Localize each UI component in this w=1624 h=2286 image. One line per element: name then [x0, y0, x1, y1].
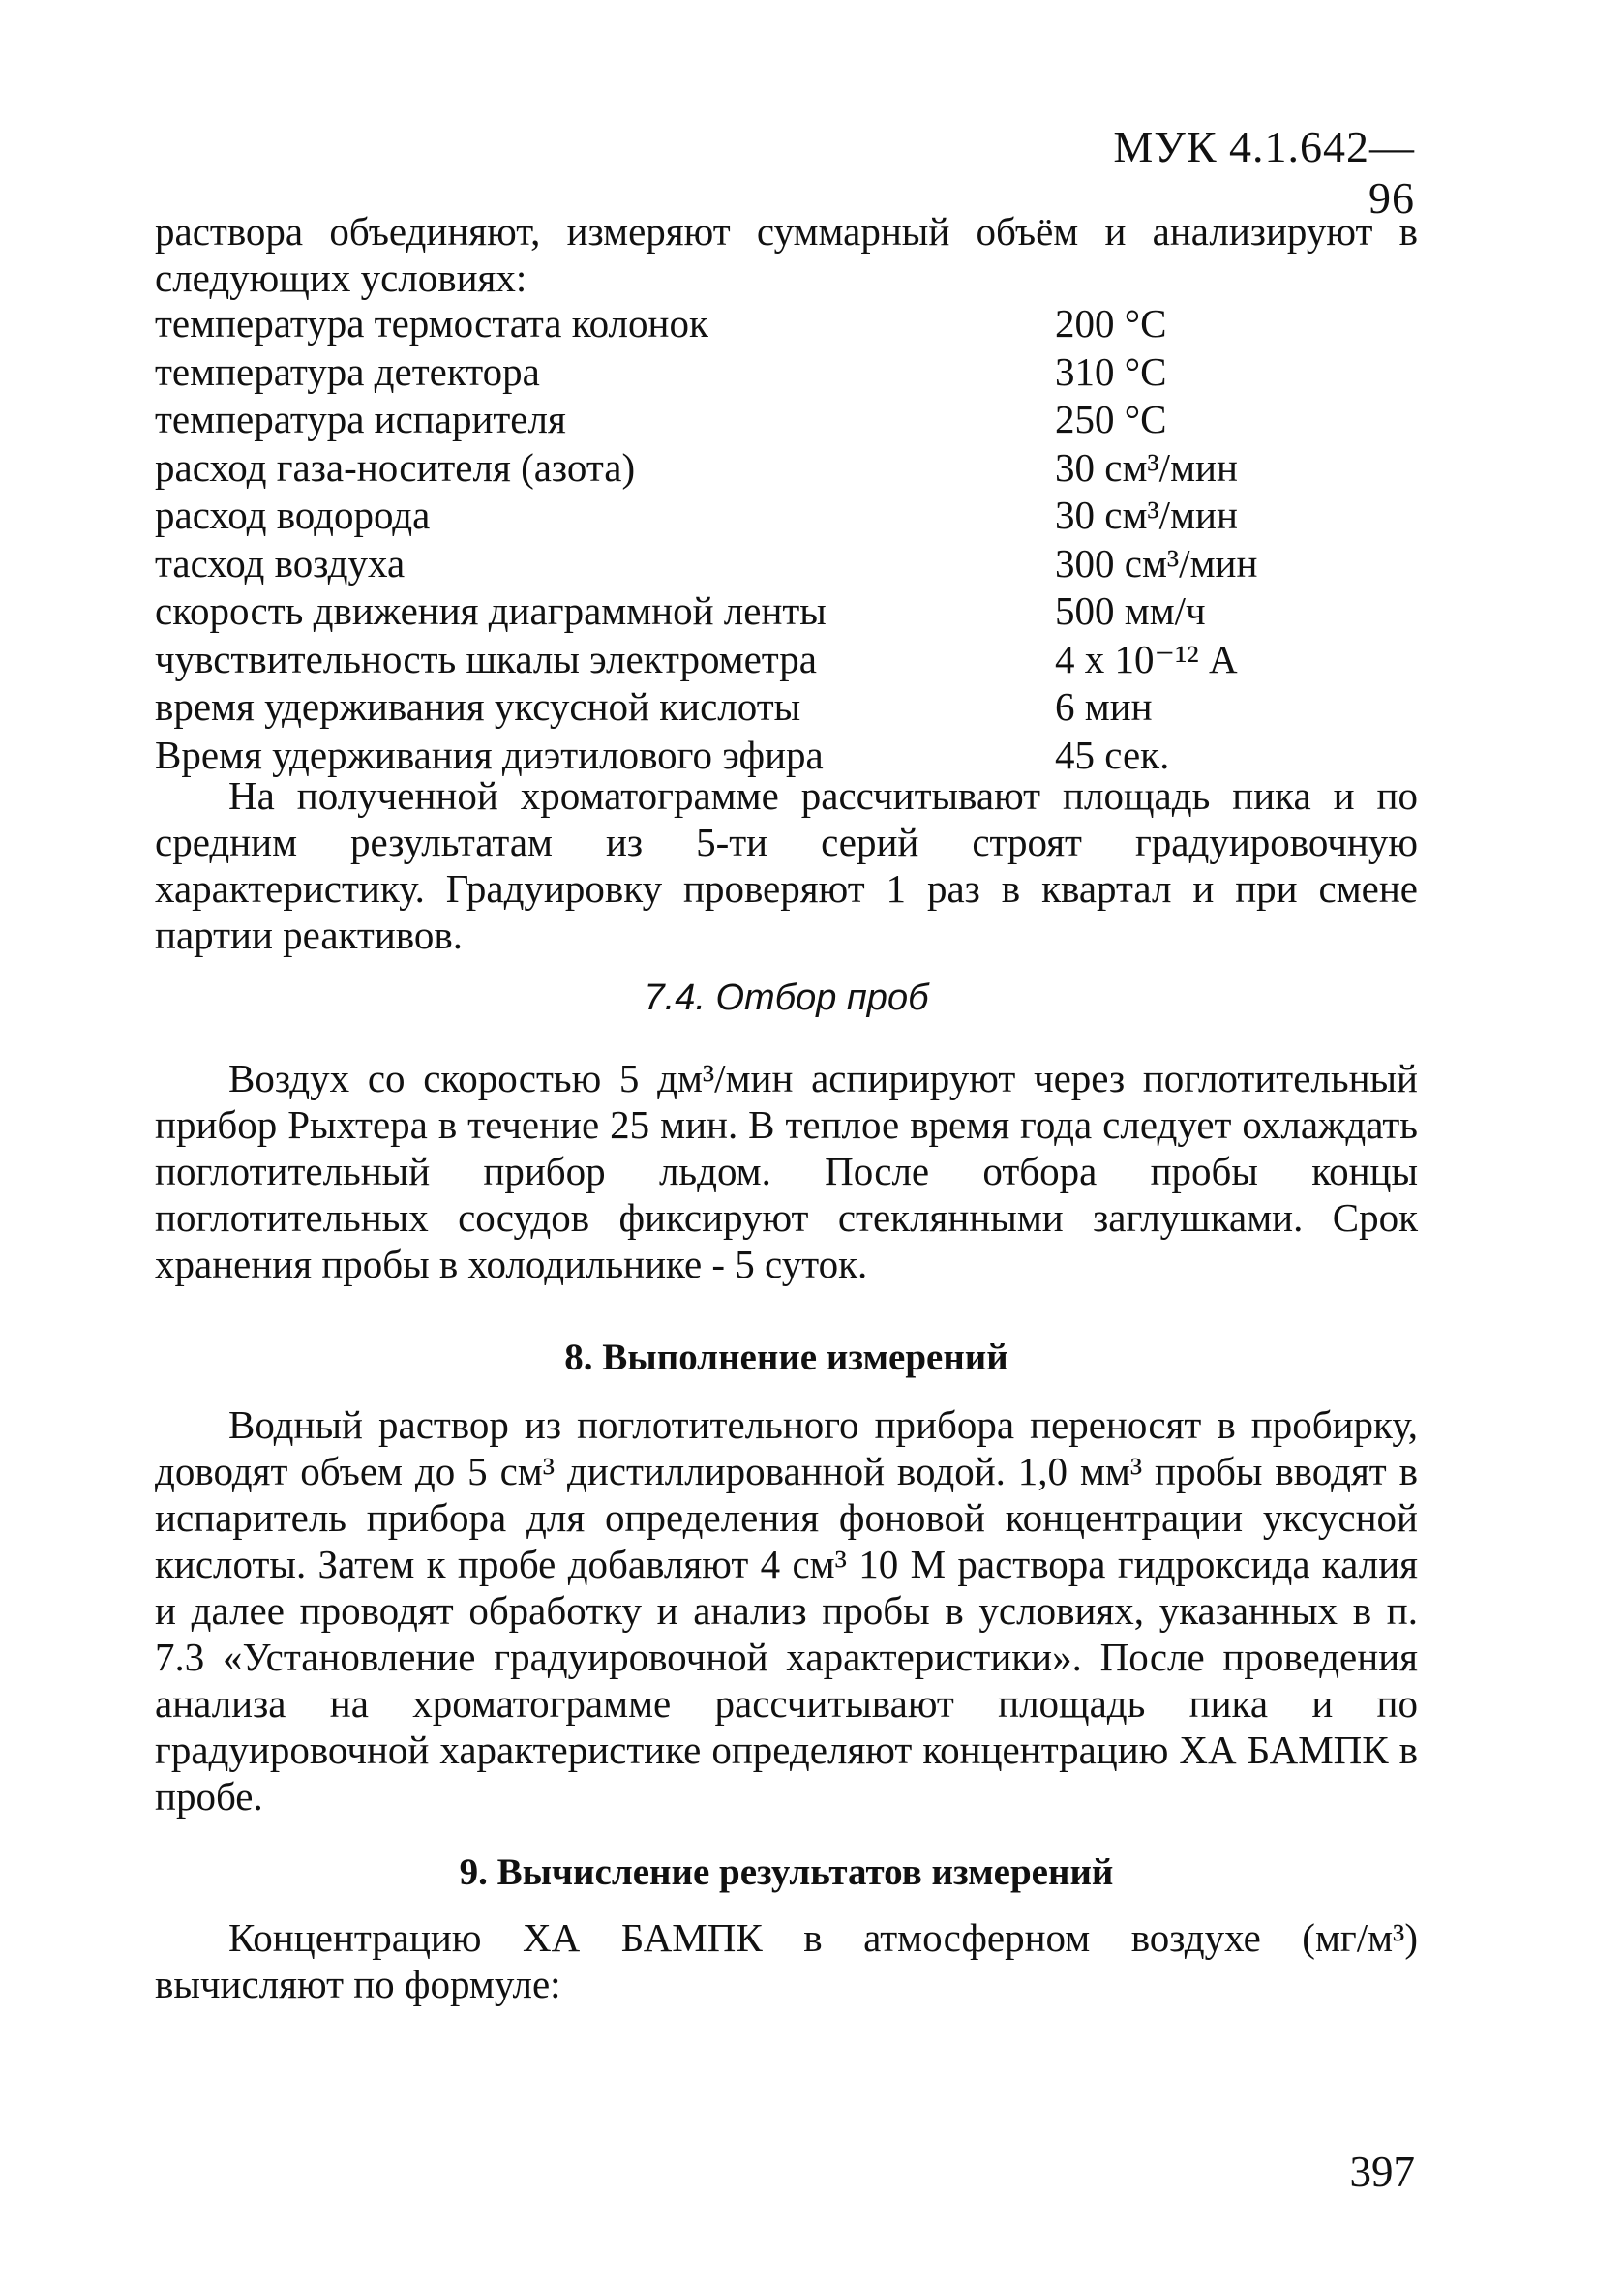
conditions-list: [155, 300, 1418, 779]
condition-name: температура испарителя: [155, 397, 566, 441]
condition-value: 250 °С: [1055, 397, 1167, 441]
condition-name: расход водорода: [155, 493, 431, 537]
sampling-text: [155, 1055, 1418, 1287]
condition-name: расход газа-носителя (азота): [155, 444, 636, 490]
condition-value: 4 х 10⁻¹² А: [1055, 636, 1238, 681]
condition-value: 500 мм/ч: [1055, 588, 1206, 633]
condition-row: [155, 396, 1418, 444]
condition-row: [155, 348, 1418, 397]
condition-row: [155, 683, 1418, 732]
sampling-paragraph: Воздух со скоростью 5 дм³/мин аспирируют через поглотительный прибор Рыхтера в течение 25 мин. В теплое время года следует охлаждать поглотительный прибор льдом. После отбора пробы концы поглотительных сосудов фиксируют стеклянными заглушками. Срок хранения пробы в холодильнике - 5 суток.: [155, 1056, 1418, 1286]
condition-value: 310 °С: [1055, 348, 1167, 394]
condition-name: чувствительность шкалы электрометра: [155, 636, 817, 681]
section-9-heading: 9. Вычисление результатов измерений: [459, 1851, 1114, 1893]
condition-value: 45 сек.: [1055, 732, 1170, 777]
measurement-paragraph: Водный раствор из поглотительного прибора переносят в пробирку, доводят объем до 5 см³ дистиллированной водой. 1,0 мм³ пробы вводят в испаритель прибора для определения фоновой концентрации уксусной кислоты. Затем к пробе добавляют 4 см³ 10 М раствора гидроксида калия и далее проводят обработку и анализ пробы в условиях, указанных в п. 7.3 «Установление градуировочной характеристики». После проведения анализа на хроматограмме рассчитывают площадь пика и по градуировочной характеристике определяют концентрацию ХА БАМПК в пробе.: [155, 1402, 1418, 1819]
condition-name: тасход воздуха: [155, 540, 406, 586]
section-8-heading: 8. Выполнение измерений: [564, 1337, 1008, 1378]
page-number: 397: [1349, 2148, 1415, 2196]
document-code-header: МУК 4.1.642—96: [1113, 122, 1415, 223]
condition-value: 200 °С: [1055, 301, 1167, 346]
condition-row: [155, 300, 1418, 348]
condition-row: [155, 444, 1418, 493]
condition-row: [155, 587, 1418, 636]
condition-row: [155, 636, 1418, 684]
condition-row: [155, 540, 1418, 588]
condition-name: время удерживания уксусной кислоты: [155, 684, 801, 729]
condition-value: 30 см³/мин: [1055, 444, 1238, 490]
calculation-text: [155, 1914, 1418, 2007]
condition-value: 30 см³/мин: [1055, 493, 1238, 537]
condition-name: скорость движения диаграммной ленты: [155, 588, 827, 633]
condition-value: 300 см³/мин: [1055, 540, 1258, 586]
intro-text: [155, 208, 1418, 301]
condition-name: температура детектора: [155, 348, 540, 394]
measurement-text: [155, 1401, 1418, 1820]
section-7-4-title: 7.4. Отбор проб: [644, 978, 929, 1018]
calculation-paragraph: Концентрацию ХА БАМПК в атмосферном воздухе (мг/м³) вычисляют по формуле:: [155, 1915, 1418, 2006]
condition-name: температура термостата колонок: [155, 301, 708, 346]
calibration-paragraph: На полученной хроматограмме рассчитывают площадь пика и по средним результатам из 5-ти серий строят градуировочную характеристику. Градуировку проверяют 1 раз в квартал и при смене партии реактивов.: [155, 773, 1418, 957]
condition-name: Время удерживания диэтилового эфира: [155, 732, 824, 777]
calibration-text: [155, 772, 1418, 958]
condition-row: [155, 492, 1418, 540]
intro-paragraph: раствора объединяют, измеряют суммарный объём и анализируют в следующих условиях:: [155, 209, 1418, 300]
condition-value: 6 мин: [1055, 684, 1153, 729]
